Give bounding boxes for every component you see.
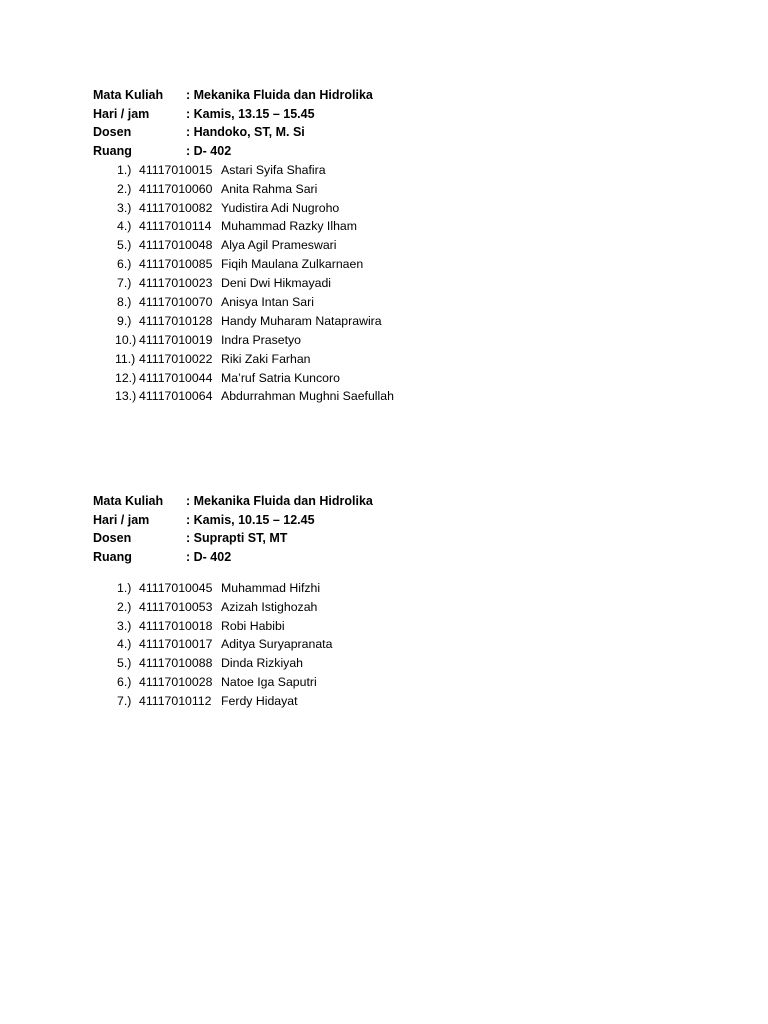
student-name: Ma’ruf Satria Kuncoro	[221, 370, 340, 385]
student-name: Muhammad Razky Ilham	[221, 219, 357, 234]
list-number: 7.)	[117, 276, 132, 291]
student-name: Abdurrahman Mughni Saefullah	[221, 389, 394, 404]
header-value: : D- 402	[186, 144, 232, 159]
header-value: : Mekanika Fluida dan Hidrolika	[186, 494, 373, 508]
student-id: 41117010070	[139, 294, 213, 309]
student-name: Muhammad Hifzhi	[221, 580, 321, 595]
student-id: 41117010053	[139, 599, 213, 614]
student-id: 41117010112	[139, 694, 212, 709]
student-name: Fiqih Maulana Zulkarnaen	[221, 257, 364, 272]
student-name: Indra Prasetyo	[221, 332, 301, 347]
student-id: 41117010082	[139, 200, 213, 215]
list-number: 6.)	[117, 675, 132, 690]
student-name: Anisya Intan Sari	[221, 294, 314, 309]
student-id: 41117010088	[139, 656, 213, 671]
student-name: Astari Syifa Shafira	[221, 162, 326, 177]
student-name: Ferdy Hidayat	[221, 694, 298, 709]
student-id: 41117010022	[139, 351, 213, 366]
student-name: Yudistira Adi Nugroho	[221, 200, 340, 215]
list-number: 8.)	[117, 294, 132, 309]
header-label: Hari / jam	[93, 512, 150, 527]
list-number: 6.)	[117, 257, 132, 272]
header-value: : D- 402	[186, 550, 232, 565]
student-id: 41117010023	[139, 276, 213, 291]
list-number: 5.)	[117, 238, 132, 253]
student-name: Natoe Iga Saputri	[221, 675, 317, 690]
student-id: 41117010018	[139, 618, 213, 633]
header-label: Hari / jam	[93, 106, 150, 121]
list-number: 4.)	[117, 637, 132, 652]
student-name: Dinda Rizkiyah	[221, 656, 304, 671]
list-number: 7.)	[117, 694, 132, 709]
student-id: 41117010064	[139, 389, 213, 404]
list-number: 13.)	[115, 389, 137, 404]
student-name: Anita Rahma Sari	[221, 181, 318, 196]
student-name: Azizah Istighozah	[221, 599, 318, 614]
list-number: 4.)	[117, 219, 132, 234]
student-id: 41117010060	[139, 181, 213, 196]
list-number: 9.)	[117, 313, 132, 328]
header-value: : Kamis, 10.15 – 12.45	[186, 512, 315, 527]
list-number: 5.)	[117, 656, 132, 671]
student-id: 41117010085	[139, 257, 213, 272]
header-label: Dosen	[93, 531, 132, 546]
header-value: : Suprapti ST, MT	[186, 531, 288, 546]
student-id: 41117010048	[139, 238, 213, 253]
student-id: 41117010114	[139, 219, 212, 234]
student-id: 41117010044	[139, 370, 213, 385]
list-number: 2.)	[117, 599, 132, 614]
list-number: 10.)	[115, 332, 137, 347]
header-label: Ruang	[93, 144, 132, 159]
header-label: Mata Kuliah	[93, 494, 164, 508]
student-name: Aditya Suryapranata	[221, 637, 333, 652]
list-number: 12.)	[115, 370, 137, 385]
student-name: Handy Muharam Nataprawira	[221, 313, 382, 328]
student-name: Riki Zaki Farhan	[221, 351, 311, 366]
header-value: : Handoko, ST, M. Si	[186, 125, 305, 140]
student-id: 41117010128	[139, 313, 213, 328]
student-id: 41117010017	[139, 637, 213, 652]
list-number: 2.)	[117, 181, 132, 196]
student-name: Alya Agil Prameswari	[221, 238, 337, 253]
student-name: Deni Dwi Hikmayadi	[221, 276, 332, 291]
list-number: 3.)	[117, 618, 132, 633]
list-number: 3.)	[117, 200, 132, 215]
header-value: : Kamis, 13.15 – 15.45	[186, 106, 315, 121]
list-number: 1.)	[117, 162, 132, 177]
header-label: Ruang	[93, 550, 132, 565]
list-number: 1.)	[117, 580, 132, 595]
student-name: Robi Habibi	[221, 618, 285, 633]
header-label: Mata Kuliah	[93, 88, 164, 102]
header-label: Dosen	[93, 125, 132, 140]
student-id: 41117010028	[139, 675, 213, 690]
header-value: : Mekanika Fluida dan Hidrolika	[186, 88, 373, 102]
list-number: 11.)	[115, 351, 136, 366]
student-id: 41117010015	[139, 162, 213, 177]
student-id: 41117010045	[139, 580, 213, 595]
student-id: 41117010019	[139, 332, 213, 347]
